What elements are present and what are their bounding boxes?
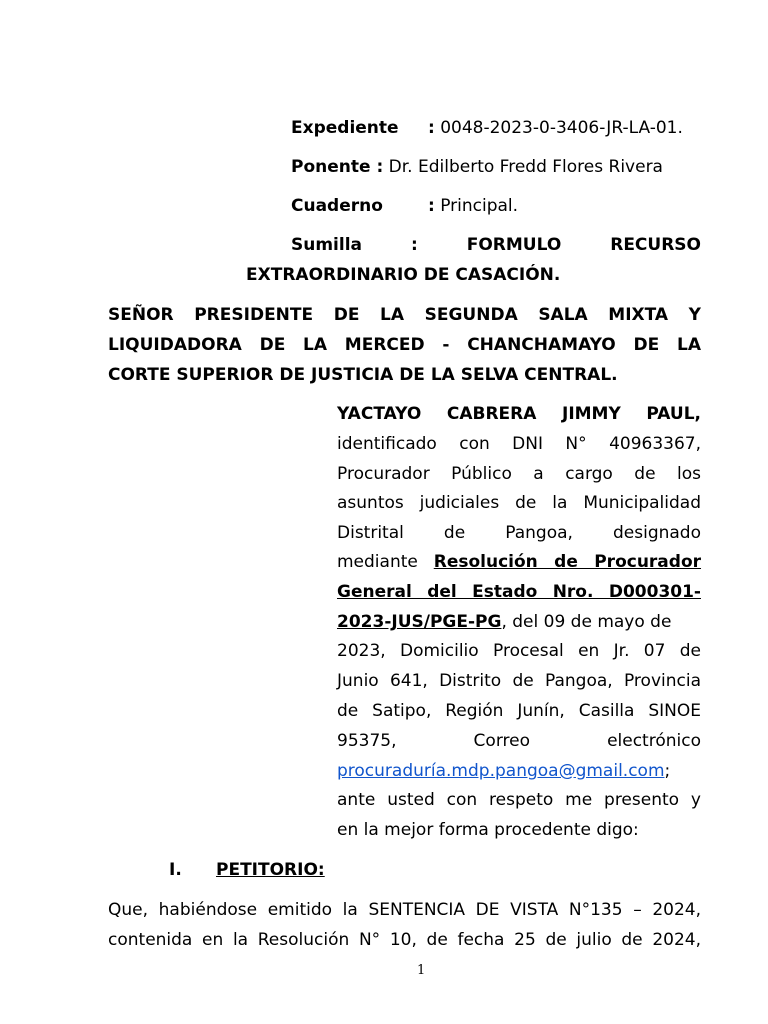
cuaderno-label: Cuaderno — [291, 196, 383, 216]
ponente-label: Ponente : — [291, 157, 384, 177]
intro-line-8 — [337, 612, 671, 632]
expediente-number: 0048-2023-0-3406-JR-LA-01. — [434, 118, 683, 138]
resolution-reference-2: General del Estado Nro. D000301- — [337, 582, 701, 602]
intro-line-6 — [337, 552, 701, 572]
ponente-line — [291, 157, 663, 177]
intro-line-8-suffix: , del 09 de mayo de — [501, 612, 672, 632]
intro-line-11: de Satipo, Región Junín, Casilla SINOE — [337, 701, 701, 721]
email-link[interactable]: procuraduría.mdp.pangoa@gmail.com — [337, 761, 665, 781]
addressee-line-2: LIQUIDADORA DE LA MERCED - CHANCHAMAYO DE LA — [108, 335, 701, 355]
intro-line-3: Procurador Público a cargo de los — [337, 464, 701, 484]
sumilla-line-1: Sumilla : FORMULO RECURSO — [291, 235, 701, 255]
intro-line-15: en la mejor forma procedente digo: — [337, 820, 639, 840]
resolution-reference-1: Resolución de Procurador — [433, 552, 702, 572]
intro-line-10: Junio 641, Distrito de Pangoa, Provincia — [337, 671, 701, 691]
intro-line-14: ante usted con respeto me presento y — [337, 790, 701, 810]
body-line-1: Que, habiéndose emitido la SENTENCIA DE VISTA N°135 – 2024, — [108, 900, 701, 920]
expediente-colon: : — [428, 118, 435, 138]
intro-line-4: asuntos judiciales de la Municipalidad — [337, 493, 701, 513]
cuaderno-value — [428, 196, 518, 216]
body-line-2: contenida en la Resolución N° 10, de fecha 25 de julio de 2024, — [108, 930, 701, 950]
expediente-value — [428, 118, 683, 138]
ponente-value: Dr. Edilberto Fredd Flores Rivera — [388, 157, 663, 177]
addressee-line-1: SEÑOR PRESIDENTE DE LA SEGUNDA SALA MIXTA Y — [108, 305, 701, 325]
resolution-reference-3: 2023-JUS/PGE-PG — [337, 612, 502, 632]
intro-line-2: identificado con DNI N° 40963367, — [337, 434, 701, 454]
section-number: I. — [169, 860, 182, 880]
cuaderno-colon: : — [428, 196, 435, 216]
intro-line-13 — [337, 761, 670, 781]
email-suffix: ; — [664, 761, 671, 781]
addressee-line-3: CORTE SUPERIOR DE JUSTICIA DE LA SELVA CENTRAL. — [108, 365, 618, 385]
intro-name: YACTAYO CABRERA JIMMY PAUL, — [337, 404, 701, 424]
expediente-label: Expediente — [291, 118, 399, 138]
section-title: PETITORIO: — [216, 860, 325, 880]
page-number: 1 — [417, 963, 426, 978]
sumilla-line-2: EXTRAORDINARIO DE CASACIÓN. — [246, 265, 561, 285]
intro-line-5: Distrital de Pangoa, designado — [337, 523, 701, 543]
intro-line-9: 2023, Domicilio Procesal en Jr. 07 de — [337, 641, 701, 661]
intro-line-6-prefix: mediante — [337, 552, 418, 572]
intro-line-12: 95375, Correo electrónico — [337, 731, 701, 751]
cuaderno-text: Principal. — [434, 196, 519, 216]
